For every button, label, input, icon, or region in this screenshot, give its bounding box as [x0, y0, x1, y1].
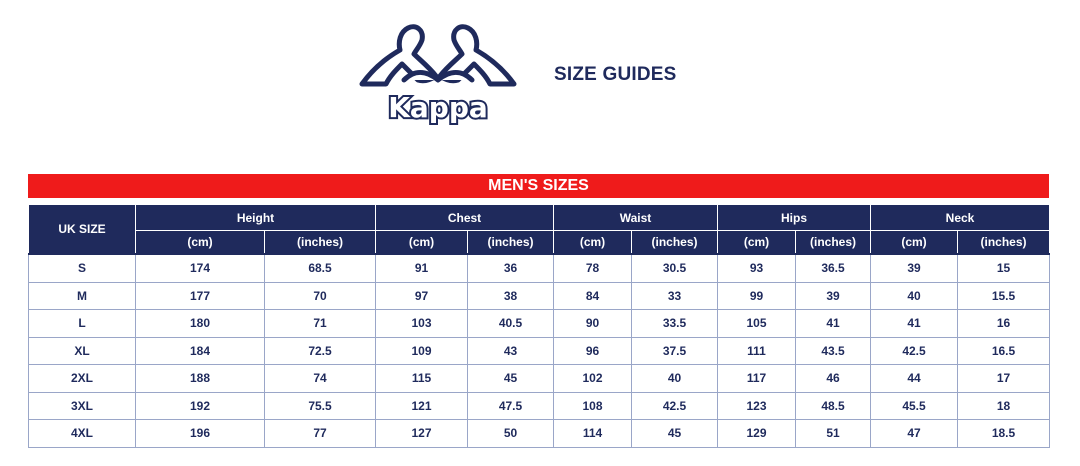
- measurement-cell: 103: [376, 310, 468, 338]
- size-label-cell: 2XL: [29, 365, 136, 393]
- measurement-cell: 90: [554, 310, 632, 338]
- measurement-cell: 188: [136, 365, 265, 393]
- measurement-cell: 16.5: [958, 337, 1050, 365]
- size-label-cell: 4XL: [29, 420, 136, 448]
- measurement-cell: 74: [265, 365, 376, 393]
- measurement-cell: 36.5: [796, 254, 871, 282]
- table-row: [29, 392, 1050, 420]
- measurement-cell: 108: [554, 392, 632, 420]
- size-rows: [29, 254, 1050, 447]
- table-row: [29, 365, 1050, 393]
- measurement-cell: 109: [376, 337, 468, 365]
- measurement-cell: 96: [554, 337, 632, 365]
- kappa-logo: [356, 14, 520, 126]
- measurement-cell: 97: [376, 282, 468, 310]
- measurement-cell: 111: [718, 337, 796, 365]
- measurement-cell: 70: [265, 282, 376, 310]
- measurement-cell: 30.5: [632, 254, 718, 282]
- group-header-waist: Waist: [554, 205, 718, 231]
- measurement-cell: 41: [871, 310, 958, 338]
- measurement-cell: 45.5: [871, 392, 958, 420]
- measurement-cell: 42.5: [632, 392, 718, 420]
- measurement-cell: 180: [136, 310, 265, 338]
- group-header-hips: Hips: [718, 205, 871, 231]
- page-title: SIZE GUIDES: [554, 64, 677, 85]
- unit-header: (inches): [265, 231, 376, 255]
- unit-header-row: [29, 231, 1050, 255]
- unit-header: (cm): [718, 231, 796, 255]
- measurement-cell: 15: [958, 254, 1050, 282]
- size-label-cell: 3XL: [29, 392, 136, 420]
- measurement-cell: 123: [718, 392, 796, 420]
- table-row: [29, 337, 1050, 365]
- measurement-cell: 47: [871, 420, 958, 448]
- unit-header: (inches): [796, 231, 871, 255]
- measurement-cell: 48.5: [796, 392, 871, 420]
- measurement-cell: 50: [468, 420, 554, 448]
- measurement-cell: 174: [136, 254, 265, 282]
- measurement-cell: 184: [136, 337, 265, 365]
- measurement-cell: 72.5: [265, 337, 376, 365]
- size-label-cell: S: [29, 254, 136, 282]
- uk-size-header: UK SIZE: [29, 205, 136, 254]
- measurement-cell: 51: [796, 420, 871, 448]
- measurement-cell: 75.5: [265, 392, 376, 420]
- group-header-row: [29, 205, 1050, 231]
- measurement-cell: 43: [468, 337, 554, 365]
- measurement-cell: 36: [468, 254, 554, 282]
- group-header-chest: Chest: [376, 205, 554, 231]
- measurement-cell: 40: [632, 365, 718, 393]
- unit-header: (inches): [958, 231, 1050, 255]
- unit-header: (inches): [632, 231, 718, 255]
- measurement-cell: 117: [718, 365, 796, 393]
- measurement-cell: 129: [718, 420, 796, 448]
- measurement-cell: 105: [718, 310, 796, 338]
- measurement-cell: 45: [468, 365, 554, 393]
- measurement-cell: 38: [468, 282, 554, 310]
- unit-header: (cm): [554, 231, 632, 255]
- measurement-cell: 43.5: [796, 337, 871, 365]
- measurement-cell: 40: [871, 282, 958, 310]
- measurement-cell: 68.5: [265, 254, 376, 282]
- measurement-cell: 127: [376, 420, 468, 448]
- table-row: [29, 310, 1050, 338]
- brand-wordmark: Kappa: [388, 91, 488, 124]
- group-header-height: Height: [136, 205, 376, 231]
- measurement-cell: 77: [265, 420, 376, 448]
- size-label-cell: XL: [29, 337, 136, 365]
- measurement-cell: 18.5: [958, 420, 1050, 448]
- measurement-cell: 39: [796, 282, 871, 310]
- measurement-cell: 93: [718, 254, 796, 282]
- size-label-cell: L: [29, 310, 136, 338]
- measurement-cell: 71: [265, 310, 376, 338]
- measurement-cell: 41: [796, 310, 871, 338]
- measurement-cell: 40.5: [468, 310, 554, 338]
- section-banner: MEN'S SIZES: [28, 174, 1049, 198]
- table-row: [29, 420, 1050, 448]
- unit-header: (cm): [376, 231, 468, 255]
- measurement-cell: 91: [376, 254, 468, 282]
- measurement-cell: 196: [136, 420, 265, 448]
- measurement-cell: 37.5: [632, 337, 718, 365]
- measurement-cell: 177: [136, 282, 265, 310]
- measurement-cell: 47.5: [468, 392, 554, 420]
- measurement-cell: 42.5: [871, 337, 958, 365]
- measurement-cell: 44: [871, 365, 958, 393]
- measurement-cell: 16: [958, 310, 1050, 338]
- measurement-cell: 114: [554, 420, 632, 448]
- measurement-cell: 46: [796, 365, 871, 393]
- measurement-cell: 102: [554, 365, 632, 393]
- measurement-cell: 84: [554, 282, 632, 310]
- group-header-neck: Neck: [871, 205, 1050, 231]
- table-row: [29, 254, 1050, 282]
- size-table: [28, 205, 1050, 448]
- measurement-cell: 78: [554, 254, 632, 282]
- unit-header: (cm): [136, 231, 265, 255]
- measurement-cell: 15.5: [958, 282, 1050, 310]
- table-row: [29, 282, 1050, 310]
- measurement-cell: 33.5: [632, 310, 718, 338]
- measurement-cell: 192: [136, 392, 265, 420]
- measurement-cell: 33: [632, 282, 718, 310]
- measurement-cell: 18: [958, 392, 1050, 420]
- measurement-cell: 121: [376, 392, 468, 420]
- unit-header: (cm): [871, 231, 958, 255]
- size-label-cell: M: [29, 282, 136, 310]
- unit-header: (inches): [468, 231, 554, 255]
- measurement-cell: 99: [718, 282, 796, 310]
- measurement-cell: 17: [958, 365, 1050, 393]
- measurement-cell: 45: [632, 420, 718, 448]
- measurement-cell: 115: [376, 365, 468, 393]
- measurement-cell: 39: [871, 254, 958, 282]
